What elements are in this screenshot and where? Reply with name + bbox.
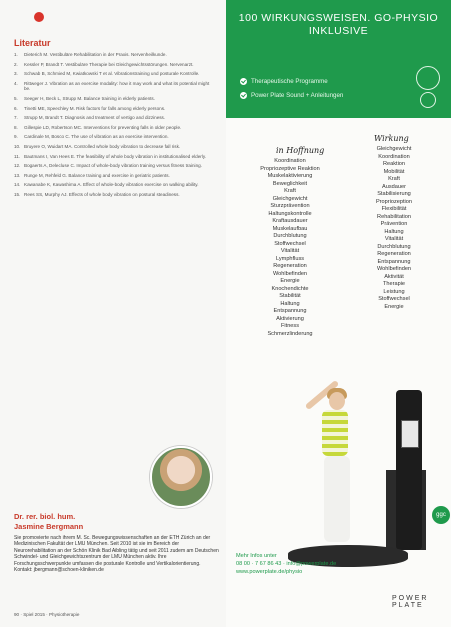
reference-item xyxy=(14,71,214,77)
reference-text: Bautmans I, Van Hees E. The feasibility of whole body vibration in institutionalised elderly. xyxy=(24,153,207,159)
reference-item xyxy=(14,163,214,169)
reference-text: Rittweger J. Vibration as an exercise modality: how it may work and what its potential might be. xyxy=(24,80,210,92)
effect-item: Haltungskontrolle xyxy=(268,210,312,217)
reference-number: 7. xyxy=(14,115,18,121)
reference-item xyxy=(14,106,214,112)
ad-bullet-text: Therapeutische Programme xyxy=(251,78,328,85)
reference-item xyxy=(14,134,214,140)
ad-bullet-text: Power Plate Sound + Anleitungen xyxy=(251,92,344,99)
reference-number: 4. xyxy=(14,80,18,86)
reference-number: 1. xyxy=(14,52,18,57)
effect-item: Entspannung xyxy=(377,258,411,265)
reference-text: Gillespie LD, Robertson MC. Interventions for preventing falls in older people. xyxy=(24,124,182,130)
effect-item: Stoffwechsel xyxy=(378,296,410,302)
brand-logo: POWER PLATE xyxy=(392,595,429,609)
effect-item: Flexibilität xyxy=(381,206,407,212)
effect-item: Kraftausdauer xyxy=(272,218,308,224)
ad-bullet xyxy=(240,92,343,99)
reference-item xyxy=(14,52,214,58)
author-name: Jasmine Bergmann xyxy=(14,522,84,531)
reference-item xyxy=(14,154,214,160)
author-avatar xyxy=(150,446,212,508)
ad-header-banner xyxy=(226,0,451,118)
reference-item xyxy=(14,173,214,179)
reference-text: Bruyere O, Wuidart MA. Controlled whole body vibration to decrease fall risk. xyxy=(24,143,181,149)
reference-text: Schwab B, Schmied M, Kwiatkowski T et al. Vibrationstraining und posturale Kontrolle. xyxy=(24,71,200,77)
effect-item: Rehabilitation xyxy=(377,213,411,220)
contact-link[interactable]: www.powerplate.de/physio xyxy=(236,568,303,575)
reference-item xyxy=(14,125,214,131)
reference-item xyxy=(14,81,214,92)
reference-item xyxy=(14,192,214,198)
reference-text: Kawanabe K, Kawashima A. Effect of whole-body vibration exercise on walking ability. xyxy=(24,182,199,188)
page-footer: 90 · Spiel 2015 · Physiotherapie xyxy=(14,612,80,617)
effect-item: Regeneration xyxy=(273,263,307,269)
effect-item: Entspannung xyxy=(273,308,307,314)
effect-item: Lymphfluss xyxy=(275,255,305,262)
author-title: Dr. rer. biol. hum. xyxy=(14,512,76,521)
effect-item: Muskelaufbau xyxy=(272,225,308,232)
reference-list xyxy=(14,52,214,202)
effect-item: Sturzprävention xyxy=(270,203,310,209)
effect-item: Schmerzlinderung xyxy=(267,330,313,337)
effect-item: Prävention xyxy=(380,221,408,227)
effect-item: Mobilität xyxy=(383,168,405,175)
effect-item: Aktivierung xyxy=(276,315,304,322)
effect-item: Aktivität xyxy=(384,273,404,280)
reference-number: 5. xyxy=(14,95,18,101)
effect-item: Beweglichkeit xyxy=(272,180,308,187)
reference-item xyxy=(14,62,214,68)
effect-item: Kraft xyxy=(284,188,296,194)
reference-item xyxy=(14,182,214,188)
reference-text: Dieterich M. Vestibuläre Rehabilitation in der Praxis. Nervenheilkunde. xyxy=(24,52,167,57)
literature-title: Literatur xyxy=(14,38,51,48)
brand-dot-icon xyxy=(34,12,44,22)
effect-item: Stoffwechsel xyxy=(274,240,306,247)
list-heading-right: Wirkung xyxy=(374,134,409,143)
seal-icon xyxy=(416,66,440,90)
effect-item: Muskelaktivierung xyxy=(267,173,313,179)
reference-number: 8. xyxy=(14,124,18,130)
effect-item: Vitalität xyxy=(384,236,404,242)
reference-text: Runge M, Rehfeld G. Balance training and exercise in geriatric patients. xyxy=(24,172,170,178)
check-icon xyxy=(240,78,247,85)
effect-item: Knochendichte xyxy=(271,285,309,292)
ggc-badge: ggc xyxy=(432,506,450,524)
effect-item: Fitness xyxy=(280,323,300,329)
effect-item: Koordination xyxy=(378,153,410,160)
reference-number: 13. xyxy=(14,172,21,178)
reference-text: Seeger H, Beck L, Strupp M. Balance training in elderly patients. xyxy=(24,95,155,101)
reference-text: Cardinale M, Bosco C. The use of vibration as an exercise intervention. xyxy=(24,134,169,140)
person-pants xyxy=(324,456,350,542)
ad-headline: 100 WIRKUNGSWEISEN. GO-PHYSIO INKLUSIVE xyxy=(238,12,439,37)
reference-number: 9. xyxy=(14,134,18,140)
reference-text: Strupp M, Brandt T. Diagnosis and treatment of vertigo and dizziness. xyxy=(24,115,166,121)
effect-item: Durchblutung xyxy=(377,243,411,250)
effect-item: Leistung xyxy=(383,288,405,295)
check-icon xyxy=(240,92,247,99)
effect-item: Gleichgewicht xyxy=(272,195,308,202)
reference-number: 11. xyxy=(14,153,21,159)
reference-number: 12. xyxy=(14,163,21,169)
ad-contact xyxy=(236,553,376,576)
reference-number: 10. xyxy=(14,143,21,149)
contact-line: Mehr Infos unter xyxy=(236,553,277,559)
reference-number: 14. xyxy=(14,182,21,188)
effects-list-left xyxy=(238,158,342,338)
reference-text: Tinetti ME, Speechley M. Risk factors for falls among elderly persons. xyxy=(24,105,166,111)
author-bio: Sie promovierte nach ihrem M. Sc. Bewegungswissenschaften an der ETH Zürich an der Medizinischen Fakultät der LMU München. Seit 2010 ist sie im Bereich der Neurorehabilitation an der Schön Klinik Bad Aibling tätig und seit 2011 zudem am Deutschen Schwindel- und Gleichgewichtszentrum der LMU München aktiv. Ihre Forschungsschwerpunkte umfassen die posturale Kontrolle und Vertikalorientierung. Kontakt: jbergmann@schoen-kliniken.de xyxy=(14,535,219,574)
reference-text: Bogaerts A, Delecluse C. Impact of whole-body vibration training versus fitness training. xyxy=(24,163,202,169)
reference-item xyxy=(14,115,214,121)
reference-item xyxy=(14,144,214,150)
reference-text: Rees SS, Murphy AJ. Effects of whole body vibration on postural steadiness. xyxy=(24,191,180,197)
effect-item: Koordination xyxy=(274,158,306,164)
effect-item: Vitalität xyxy=(280,248,300,254)
effect-item: Energie xyxy=(280,278,300,284)
person-head xyxy=(329,392,345,410)
effect-item: Wohlbefinden xyxy=(272,270,308,277)
ad-bullet xyxy=(240,78,328,85)
reference-item xyxy=(14,96,214,102)
effect-item: Therapie xyxy=(382,281,406,287)
effect-item: Propriozeption xyxy=(375,198,413,205)
person-top xyxy=(322,410,348,456)
effect-item: Ausdauer xyxy=(382,183,406,190)
effect-item: Stabilität xyxy=(279,293,301,299)
effects-list-right xyxy=(342,146,446,311)
reference-number: 15. xyxy=(14,191,21,197)
effect-item: Wohlbefinden xyxy=(376,266,412,272)
effect-item: Stabilisierung xyxy=(377,191,411,197)
effect-item: Kraft xyxy=(388,176,400,182)
reference-number: 2. xyxy=(14,61,18,67)
contact-line[interactable]: 08 00 · 7 67 86 43 · info@powerplate.de xyxy=(236,560,337,567)
reference-number: 3. xyxy=(14,71,18,77)
effect-item: Regeneration xyxy=(377,251,411,257)
vibration-machine-column xyxy=(396,390,422,550)
advertisement-column xyxy=(226,0,451,627)
effect-item: Haltung xyxy=(384,228,404,235)
effect-item: Propriozeptive Reaktion xyxy=(260,165,320,172)
reference-number: 6. xyxy=(14,105,18,111)
effect-item: Gleichgewicht xyxy=(376,146,412,152)
machine-screen xyxy=(401,420,419,448)
list-heading-left: in Hoffnung xyxy=(276,146,325,155)
effect-item: Energie xyxy=(384,303,404,310)
effect-item: Haltung xyxy=(280,300,300,307)
medical-caduceus-icon xyxy=(420,92,436,108)
reference-text: Kessler P, Brandt T. Vestibuläre Therapie bei Gleichgewichtsstörungen. Nervenarzt. xyxy=(24,61,194,67)
effect-item: Reaktion xyxy=(382,161,406,167)
effect-item: Durchblutung xyxy=(273,233,307,239)
